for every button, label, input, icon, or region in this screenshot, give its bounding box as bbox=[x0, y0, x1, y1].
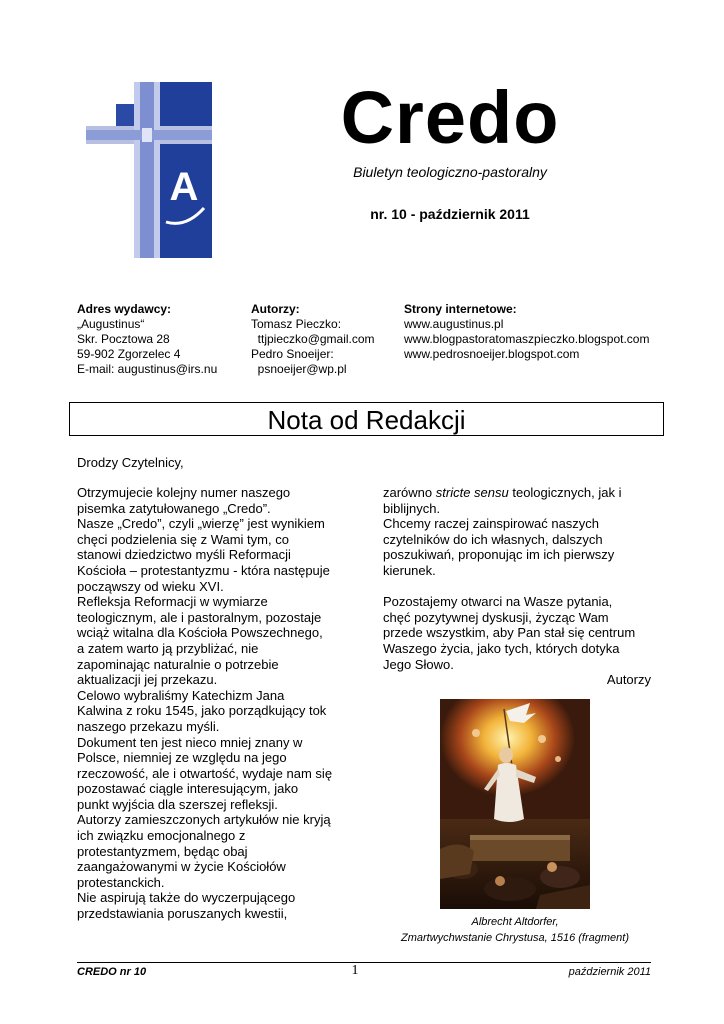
text-run: teologicznych, jak i bbox=[508, 485, 622, 500]
masthead-title: Credo bbox=[340, 76, 560, 159]
text-line: wciąż witalna dla Kościoła Powszechnego, bbox=[77, 625, 323, 641]
text-line: Dokument ten jest nieco mniej znany w bbox=[77, 734, 303, 750]
author-email: psnoeijer@wp.pl bbox=[251, 362, 347, 376]
page-number: 1 bbox=[351, 963, 359, 978]
footer-publication: CREDO nr 10 bbox=[77, 966, 147, 978]
text-line: poszukiwań, proponując im ich pierwszy bbox=[383, 547, 615, 563]
augustinus-logo bbox=[86, 82, 212, 258]
author-name: Tomasz Pieczko: bbox=[251, 317, 342, 331]
text-line: Nie aspirują także do wyczerpującego bbox=[77, 890, 296, 906]
publisher-header: Adres wydawcy: bbox=[77, 302, 172, 316]
text-line: Otrzymujecie kolejny numer naszego bbox=[77, 485, 291, 500]
text-line: naszego przekazu myśli. bbox=[77, 718, 220, 734]
text-line: Waszego życia, jako tych, których dotyka bbox=[383, 640, 620, 656]
publisher-address bbox=[77, 302, 217, 377]
website-link[interactable]: www.blogpastoratomaszpieczko.blogspot.com bbox=[404, 332, 650, 346]
text-line: Pozostajemy otwarci na Wasze pytania, bbox=[383, 594, 613, 610]
greeting: Drodzy Czytelnicy, bbox=[77, 455, 184, 470]
authors-header: Autorzy: bbox=[251, 302, 300, 316]
text-line: przedstawiania poruszanych kwestii, bbox=[77, 906, 288, 922]
text-line: Kalwina z roku 1545, jako porządkujący tok bbox=[77, 703, 327, 719]
text-line: protestanckich. bbox=[77, 874, 165, 890]
text-line: Kościoła – protestantyzmu - która następuje bbox=[77, 562, 330, 578]
text-line: chęci podzielenia się z Wami tym, co bbox=[77, 531, 289, 547]
issue-number: nr. 10 - październik 2011 bbox=[370, 206, 530, 222]
publisher-email: E-mail: augustinus@irs.nu bbox=[77, 362, 218, 376]
section-heading: Nota od Redakcji bbox=[69, 402, 664, 436]
logo-letter: A bbox=[169, 165, 199, 209]
painting-caption bbox=[380, 914, 650, 946]
websites-header: Strony internetowe: bbox=[404, 302, 517, 316]
text-line: a zatem warto ją przybliżać, nie bbox=[77, 640, 259, 656]
text-line: Refleksja Reformacji w wymiarze bbox=[77, 594, 268, 610]
text-line: rzeczowość, ale i otwartość, wydaje nam się bbox=[77, 765, 333, 781]
text-line: Jego Słowo. bbox=[383, 656, 454, 672]
text-line: Chcemy raczej zainspirować naszych bbox=[383, 516, 600, 532]
text-line: Nasze „Credo”, czyli „wierzę” jest wynikiem bbox=[77, 516, 325, 532]
text-line: zaangażowanymi w życie Kościołów bbox=[77, 859, 286, 875]
text-line: przede wszystkim, aby Pan stał się centrum bbox=[383, 625, 636, 641]
text-line: Polsce, niemniej ze względu na jego bbox=[77, 750, 287, 766]
author-email: ttjpieczko@gmail.com bbox=[251, 332, 375, 346]
signature: Autorzy bbox=[606, 672, 651, 688]
publisher-line: Skr. Pocztowa 28 bbox=[77, 332, 170, 346]
text-line: punkt wyjścia dla szerszej refleksji. bbox=[77, 796, 278, 812]
left-column bbox=[77, 485, 367, 922]
text-line: Autorzy zamieszczonych artykułów nie kryją bbox=[77, 812, 331, 828]
text-line: protestantyzmem, będąc obaj bbox=[77, 843, 248, 859]
text-line: aktualizacji jej przekazu. bbox=[77, 672, 218, 688]
text-line: chęć pozytywnej dyskusji, życząc Wam bbox=[383, 609, 609, 625]
masthead-subtitle: Biuletyn teologiczno-pastoralny bbox=[353, 164, 547, 180]
text-line: pisemka zatytułowanego „Credo”. bbox=[77, 500, 271, 516]
publisher-line: „Augustinus“ bbox=[77, 317, 145, 331]
resurrection-painting bbox=[440, 699, 590, 909]
text-line: począwszy od wieku XVI. bbox=[77, 578, 224, 594]
publisher-line: 59-902 Zgorzelec 4 bbox=[77, 347, 181, 361]
text-line: stanowi dziedzictwo myśli Reformacji bbox=[77, 547, 291, 563]
text-line: kierunek. bbox=[383, 562, 436, 578]
text-line: zapominając naturalnie o potrzebie bbox=[77, 656, 279, 672]
text-line: ich związku emocjonalnego z bbox=[77, 828, 246, 844]
caption-line: Zmartwychwstanie Chrystusa, 1516 (fragment) bbox=[400, 932, 630, 944]
author-name: Pedro Snoeijer: bbox=[251, 347, 334, 361]
text-line: Celowo wybraliśmy Katechizm Jana bbox=[77, 687, 285, 703]
text-line: biblijnych. bbox=[383, 500, 441, 516]
paragraph-gap bbox=[383, 579, 651, 595]
text-line bbox=[383, 485, 651, 501]
websites-info bbox=[404, 302, 649, 362]
italic-phrase: stricte sensu bbox=[435, 485, 509, 500]
authors-info bbox=[251, 302, 375, 377]
right-column bbox=[383, 485, 651, 688]
website-link[interactable]: www.pedrosnoeijer.blogspot.com bbox=[404, 347, 580, 361]
footer-date: październik 2011 bbox=[568, 966, 651, 978]
text-line: teologicznym, ale i pastoralnym, pozostaje bbox=[77, 609, 322, 625]
text-line: pozostawać ciągle interesującym, jako bbox=[77, 781, 299, 797]
website-link[interactable]: www.augustinus.pl bbox=[404, 317, 504, 331]
text-run: zarówno bbox=[383, 485, 436, 500]
text-line: czytelników do ich własnych, dalszych bbox=[383, 531, 603, 547]
caption-line: Albrecht Altdorfer, bbox=[471, 916, 559, 928]
